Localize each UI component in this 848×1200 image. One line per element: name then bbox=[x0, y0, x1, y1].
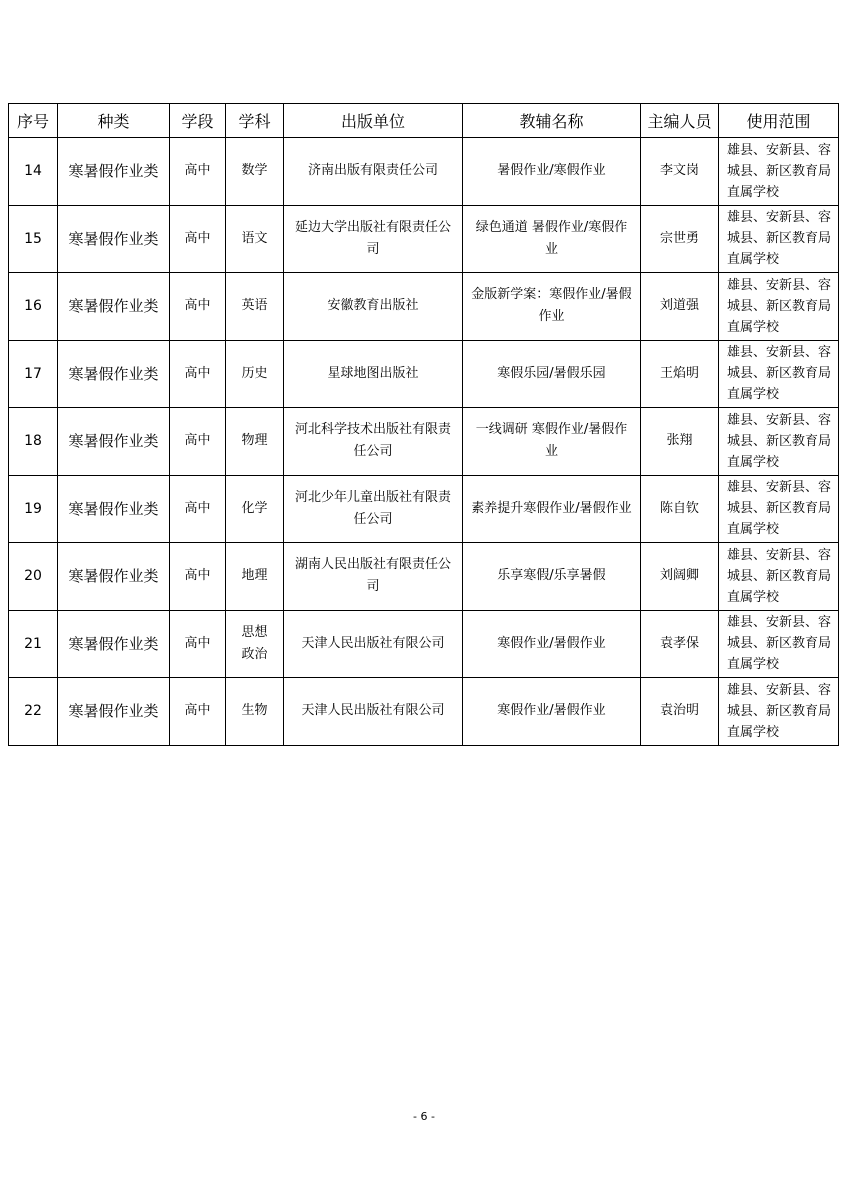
cell-category: 寒暑假作业类 bbox=[58, 408, 170, 476]
cell-category: 寒暑假作业类 bbox=[58, 205, 170, 273]
cell-stage: 高中 bbox=[170, 138, 226, 206]
cell-stage: 高中 bbox=[170, 678, 226, 746]
cell-no: 15 bbox=[9, 205, 58, 273]
cell-stage: 高中 bbox=[170, 340, 226, 408]
cell-stage: 高中 bbox=[170, 475, 226, 543]
cell-stage: 高中 bbox=[170, 408, 226, 476]
cell-category: 寒暑假作业类 bbox=[58, 273, 170, 341]
cell-no: 20 bbox=[9, 543, 58, 611]
table-header-row bbox=[9, 104, 839, 138]
table-row bbox=[9, 408, 839, 476]
cell-subject: 化学 bbox=[226, 475, 284, 543]
cell-no: 21 bbox=[9, 610, 58, 678]
cell-publisher: 湖南人民出版社有限责任公司 bbox=[284, 543, 463, 611]
cell-publisher: 天津人民出版社有限公司 bbox=[284, 678, 463, 746]
cell-title: 寒假乐园/暑假乐园 bbox=[463, 340, 641, 408]
cell-scope: 雄县、安新县、容城县、新区教育局直属学校 bbox=[719, 138, 839, 206]
cell-scope: 雄县、安新县、容城县、新区教育局直属学校 bbox=[719, 205, 839, 273]
cell-title: 素养提升寒假作业/暑假作业 bbox=[463, 475, 641, 543]
cell-publisher: 延边大学出版社有限责任公司 bbox=[284, 205, 463, 273]
cell-publisher: 安徽教育出版社 bbox=[284, 273, 463, 341]
cell-editor: 王焰明 bbox=[641, 340, 719, 408]
cell-scope: 雄县、安新县、容城县、新区教育局直属学校 bbox=[719, 678, 839, 746]
table-row bbox=[9, 273, 839, 341]
textbook-table bbox=[8, 103, 839, 746]
table-row bbox=[9, 543, 839, 611]
cell-scope: 雄县、安新县、容城县、新区教育局直属学校 bbox=[719, 610, 839, 678]
cell-category: 寒暑假作业类 bbox=[58, 340, 170, 408]
cell-editor: 刘道强 bbox=[641, 273, 719, 341]
cell-scope: 雄县、安新县、容城县、新区教育局直属学校 bbox=[719, 273, 839, 341]
cell-subject: 历史 bbox=[226, 340, 284, 408]
header-scope: 使用范围 bbox=[719, 104, 839, 138]
cell-publisher: 星球地图出版社 bbox=[284, 340, 463, 408]
cell-title: 暑假作业/寒假作业 bbox=[463, 138, 641, 206]
cell-subject: 生物 bbox=[226, 678, 284, 746]
cell-editor: 张翔 bbox=[641, 408, 719, 476]
header-stage: 学段 bbox=[170, 104, 226, 138]
cell-stage: 高中 bbox=[170, 273, 226, 341]
cell-editor: 陈自钦 bbox=[641, 475, 719, 543]
cell-publisher: 河北科学技术出版社有限责任公司 bbox=[284, 408, 463, 476]
cell-subject: 语文 bbox=[226, 205, 284, 273]
page-number: - 6 - bbox=[413, 1110, 435, 1123]
cell-publisher: 天津人民出版社有限公司 bbox=[284, 610, 463, 678]
cell-category: 寒暑假作业类 bbox=[58, 610, 170, 678]
cell-editor: 宗世勇 bbox=[641, 205, 719, 273]
cell-title: 乐享寒假/乐享暑假 bbox=[463, 543, 641, 611]
header-subject: 学科 bbox=[226, 104, 284, 138]
table-row bbox=[9, 475, 839, 543]
table-row bbox=[9, 138, 839, 206]
table-row bbox=[9, 205, 839, 273]
header-category: 种类 bbox=[58, 104, 170, 138]
cell-title: 绿色通道 暑假作业/寒假作业 bbox=[463, 205, 641, 273]
table-row bbox=[9, 678, 839, 746]
cell-stage: 高中 bbox=[170, 543, 226, 611]
cell-scope: 雄县、安新县、容城县、新区教育局直属学校 bbox=[719, 475, 839, 543]
header-editor: 主编人员 bbox=[641, 104, 719, 138]
cell-category: 寒暑假作业类 bbox=[58, 138, 170, 206]
cell-title: 寒假作业/暑假作业 bbox=[463, 678, 641, 746]
cell-editor: 刘阔卿 bbox=[641, 543, 719, 611]
cell-no: 19 bbox=[9, 475, 58, 543]
cell-title: 一线调研 寒假作业/暑假作业 bbox=[463, 408, 641, 476]
cell-subject: 地理 bbox=[226, 543, 284, 611]
cell-subject: 数学 bbox=[226, 138, 284, 206]
cell-no: 17 bbox=[9, 340, 58, 408]
header-no: 序号 bbox=[9, 104, 58, 138]
cell-publisher: 济南出版有限责任公司 bbox=[284, 138, 463, 206]
cell-scope: 雄县、安新县、容城县、新区教育局直属学校 bbox=[719, 340, 839, 408]
cell-no: 18 bbox=[9, 408, 58, 476]
cell-publisher: 河北少年儿童出版社有限责任公司 bbox=[284, 475, 463, 543]
cell-editor: 袁孝保 bbox=[641, 610, 719, 678]
header-publisher: 出版单位 bbox=[284, 104, 463, 138]
cell-subject: 物理 bbox=[226, 408, 284, 476]
cell-scope: 雄县、安新县、容城县、新区教育局直属学校 bbox=[719, 408, 839, 476]
cell-scope: 雄县、安新县、容城县、新区教育局直属学校 bbox=[719, 543, 839, 611]
header-title: 教辅名称 bbox=[463, 104, 641, 138]
cell-category: 寒暑假作业类 bbox=[58, 543, 170, 611]
cell-stage: 高中 bbox=[170, 205, 226, 273]
cell-no: 16 bbox=[9, 273, 58, 341]
cell-subject: 思想政治 bbox=[226, 610, 284, 678]
table-row bbox=[9, 610, 839, 678]
cell-editor: 李文岗 bbox=[641, 138, 719, 206]
cell-title: 寒假作业/暑假作业 bbox=[463, 610, 641, 678]
table-row bbox=[9, 340, 839, 408]
cell-category: 寒暑假作业类 bbox=[58, 678, 170, 746]
cell-subject: 英语 bbox=[226, 273, 284, 341]
cell-category: 寒暑假作业类 bbox=[58, 475, 170, 543]
cell-no: 14 bbox=[9, 138, 58, 206]
cell-no: 22 bbox=[9, 678, 58, 746]
cell-title: 金版新学案：寒假作业/暑假作业 bbox=[463, 273, 641, 341]
cell-editor: 袁治明 bbox=[641, 678, 719, 746]
cell-stage: 高中 bbox=[170, 610, 226, 678]
